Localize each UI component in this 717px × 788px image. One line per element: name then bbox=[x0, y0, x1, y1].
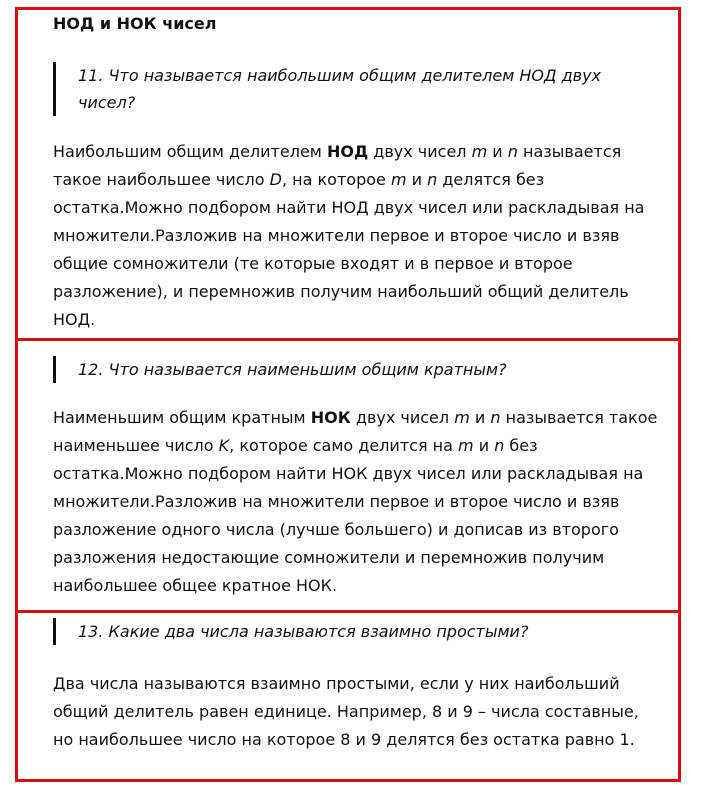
answer-text: и bbox=[473, 436, 495, 455]
answer-text: Наибольшим общим делителем bbox=[53, 142, 327, 161]
var-n: n bbox=[507, 142, 518, 161]
question-11 bbox=[53, 62, 623, 116]
page-title: НОД и НОК чисел bbox=[53, 14, 217, 33]
answer-text: называется такое наименьшее число bbox=[53, 408, 658, 455]
question-13 bbox=[53, 618, 623, 645]
answer-11 bbox=[53, 138, 663, 334]
answer-12 bbox=[53, 404, 663, 600]
term-nok: НОК bbox=[310, 408, 351, 427]
term-nod: НОД bbox=[326, 142, 369, 161]
answer-text: без остатка.Можно подбором найти НОК двух чисел или раскладывая на множители.Разложив на множители первое и второе число и взяв разложение одного числа (лучше большего) и дописав из второго разложения недостающие сомножители и перемножив получим наибольшее общее кратное НОК. bbox=[53, 436, 644, 595]
question-12 bbox=[53, 356, 623, 383]
answer-text: двух чисел bbox=[368, 142, 472, 161]
var-n: n bbox=[490, 408, 501, 427]
var-m: m bbox=[471, 142, 488, 161]
answer-text: , на которое bbox=[281, 170, 391, 189]
answer-text: двух чисел bbox=[350, 408, 455, 427]
var-k: K bbox=[218, 436, 230, 455]
answer-text: и bbox=[469, 408, 491, 427]
var-d: D bbox=[269, 170, 282, 189]
var-m: m bbox=[454, 408, 470, 427]
question-11-text: 11. Что называется наибольшим общим делителем НОД двух чисел? bbox=[78, 66, 602, 112]
answer-text: делятся без остатка.Можно подбором найти НОД двух чисел или раскладывая на множители.Разложив на множители первое и второе число и взяв общие сомножители (те которые входят и в первое и второе разложение), и перемножив получим наибольший общий делитель НОД. bbox=[53, 170, 645, 329]
answer-text: и bbox=[487, 142, 508, 161]
answer-text: и bbox=[406, 170, 428, 189]
answer-text: , которое само делится на bbox=[229, 436, 459, 455]
var-n: n bbox=[427, 170, 438, 189]
answer-13 bbox=[53, 670, 663, 754]
var-n: n bbox=[494, 436, 505, 455]
answer-text: Наименьшим общим кратным bbox=[53, 408, 311, 427]
answer-text: называется такое наибольшее число bbox=[53, 142, 622, 189]
var-m: m bbox=[458, 436, 474, 455]
var-m: m bbox=[390, 170, 407, 189]
question-12-text: 12. Что называется наименьшим общим кратным? bbox=[78, 360, 507, 379]
answer-text: Два числа называются взаимно простыми, если у них наибольший общий делитель равен единице. Например, 8 и 9 – числа составные, но наибольшее число на которое 8 и 9 делятся без остатка равно 1. bbox=[53, 674, 639, 749]
question-13-text: 13. Какие два числа называются взаимно простыми? bbox=[78, 622, 529, 641]
